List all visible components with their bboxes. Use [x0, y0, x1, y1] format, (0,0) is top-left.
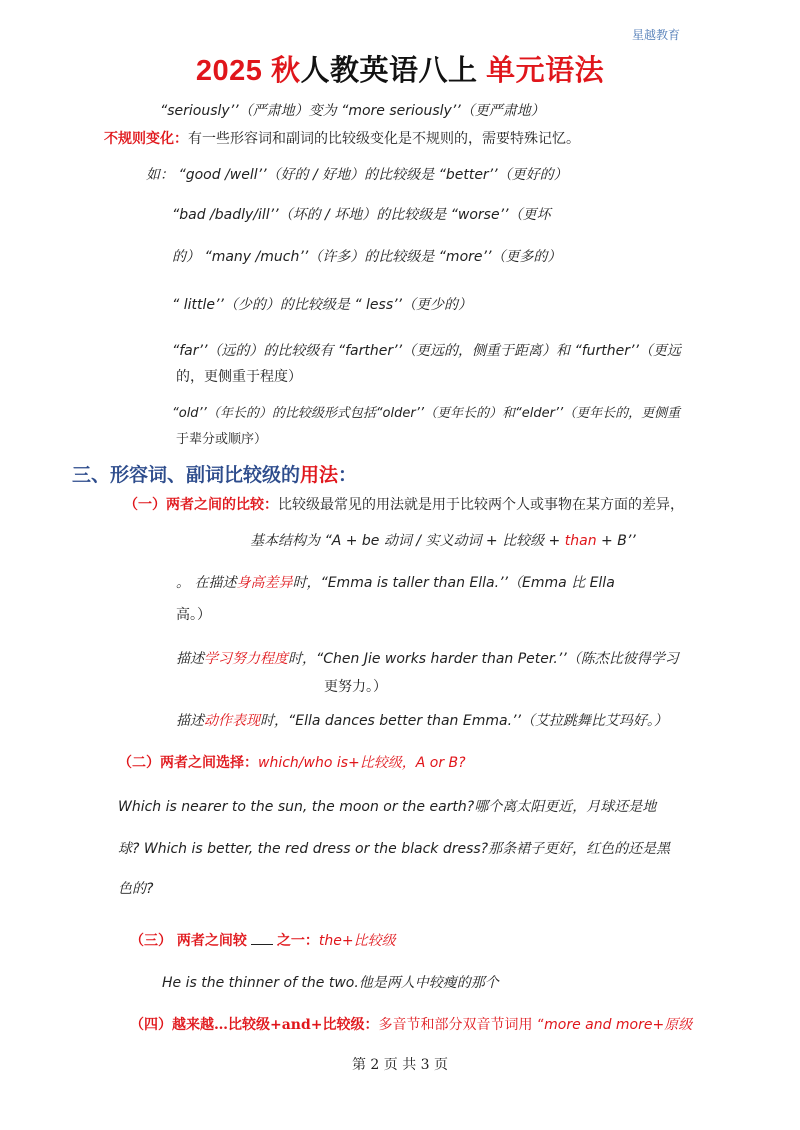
- title-topic: 单元语法: [486, 55, 605, 87]
- section3-heading-colon: ：: [338, 465, 358, 486]
- sub1-example-dance: [176, 710, 668, 730]
- sub1-label: （一）两者之间的比较：: [124, 497, 278, 513]
- structure-post: + B’’: [596, 533, 636, 549]
- sub2-line: [118, 752, 466, 772]
- e3-key: 动作表现: [204, 713, 260, 729]
- sub1-example-height: [176, 572, 615, 592]
- section3-heading-usage: 用法: [300, 465, 339, 486]
- line-seriously: “seriously’’（严肃地）变为 “more seriously’’（更严肃地）: [160, 103, 545, 119]
- example-far: “far’’（远的）的比较级有 “farther’’（更远的，侧重于距离）和 “further’’（更远: [172, 343, 681, 359]
- section3-heading-main: 三、形容词、副词比较级的: [72, 465, 301, 486]
- structure-pre: 基本结构为 “A + be 动词 / 实义动词 + 比较级 +: [250, 533, 565, 549]
- e2-pre: 描述: [176, 651, 204, 667]
- section3-heading: [72, 460, 357, 487]
- sub3-label-post: 之一：: [276, 933, 319, 949]
- example-many: 的） “many /much’’（许多）的比较级是 “more’’（更多的）: [172, 249, 562, 265]
- sub4-line: [130, 1014, 692, 1034]
- sub4-text-formula: more and more+原级: [544, 1017, 693, 1033]
- page-title: [0, 48, 800, 89]
- title-course: 人教英语八上: [300, 55, 478, 87]
- e2-key: 学习努力程度: [204, 651, 288, 667]
- example-old: “old’’（年长的）的比较级形式包括“older’’（更年长的）和“elder’’（更年长的，更侧重: [172, 406, 681, 421]
- sub1-text: 比较级最常见的用法就是用于比较两个人或事物在某方面的差异，: [278, 497, 684, 513]
- sub1-structure: [250, 530, 636, 550]
- sub2-para-1: Which is nearer to the sun, the moon or the earth?哪个离太阳更近，月球还是地: [118, 799, 657, 815]
- sub3-label-pre: （三） 两者之间较: [130, 933, 247, 949]
- example-good: 如： “good /well’’（好的 / 好地）的比较级是 “better’’（更好的）: [146, 167, 568, 183]
- sub2-para-2: 球? Which is better, the red dress or the black dress?那条裙子更好，红色的还是黑: [118, 841, 671, 857]
- title-year: 2025 秋: [195, 55, 301, 87]
- e1-pre: 。 在描述: [176, 575, 237, 591]
- sub4-text-pre: 多音节和部分双音节词用 “: [378, 1017, 545, 1033]
- e1-key: 身高差异: [236, 575, 293, 591]
- sub4-label: （四）越来越…比较级+and+比较级：: [130, 1017, 379, 1033]
- sub1-example-effort-cont: 更努力。）: [324, 679, 387, 695]
- sub3-formula: the+比较级: [318, 933, 396, 949]
- irregular-text: 有一些形容词和副词的比较级变化是不规则的，需要特殊记忆。: [188, 131, 580, 147]
- sub1-example-effort: [176, 648, 679, 668]
- irregular-line: [104, 128, 580, 148]
- example-little: “ little’’（少的）的比较级是 “ less’’（更少的）: [172, 297, 473, 313]
- example-far-cont: 的，更侧重于程度）: [176, 369, 302, 385]
- fill-blank: [251, 932, 273, 945]
- sub1-line: [124, 494, 684, 514]
- sub2-label: （二）两者之间选择：: [118, 755, 258, 771]
- structure-than: than: [564, 533, 597, 549]
- e2-post: 时，“Chen Jie works harder than Peter.’’（陈杰比彼得学习: [288, 651, 679, 667]
- sub2-formula: which/who is+比较级，A or B?: [258, 755, 466, 771]
- sub3-line: [130, 930, 396, 950]
- e3-pre: 描述: [176, 713, 204, 729]
- watermark: 星越教育: [632, 28, 681, 42]
- sub1-example-height-cont: 高。）: [176, 607, 211, 623]
- example-old-cont: 于辈分或顺序）: [176, 432, 268, 447]
- e1-post: 时，“Emma is taller than Ella.’’（Emma 比 Ella: [292, 575, 615, 591]
- sub3-example: He is the thinner of the two.他是两人中较瘦的那个: [162, 975, 499, 991]
- irregular-label: 不规则变化：: [104, 131, 188, 147]
- page-footer: 第 2 页 共 3 页: [351, 1057, 449, 1073]
- example-bad: “bad /badly/ill’’（坏的 / 坏地）的比较级是 “worse’’（更坏: [172, 207, 551, 223]
- e3-post: 时，“Ella dances better than Emma.’’（艾拉跳舞比艾玛好。）: [260, 713, 668, 729]
- sub2-para-3: 色的?: [118, 881, 154, 897]
